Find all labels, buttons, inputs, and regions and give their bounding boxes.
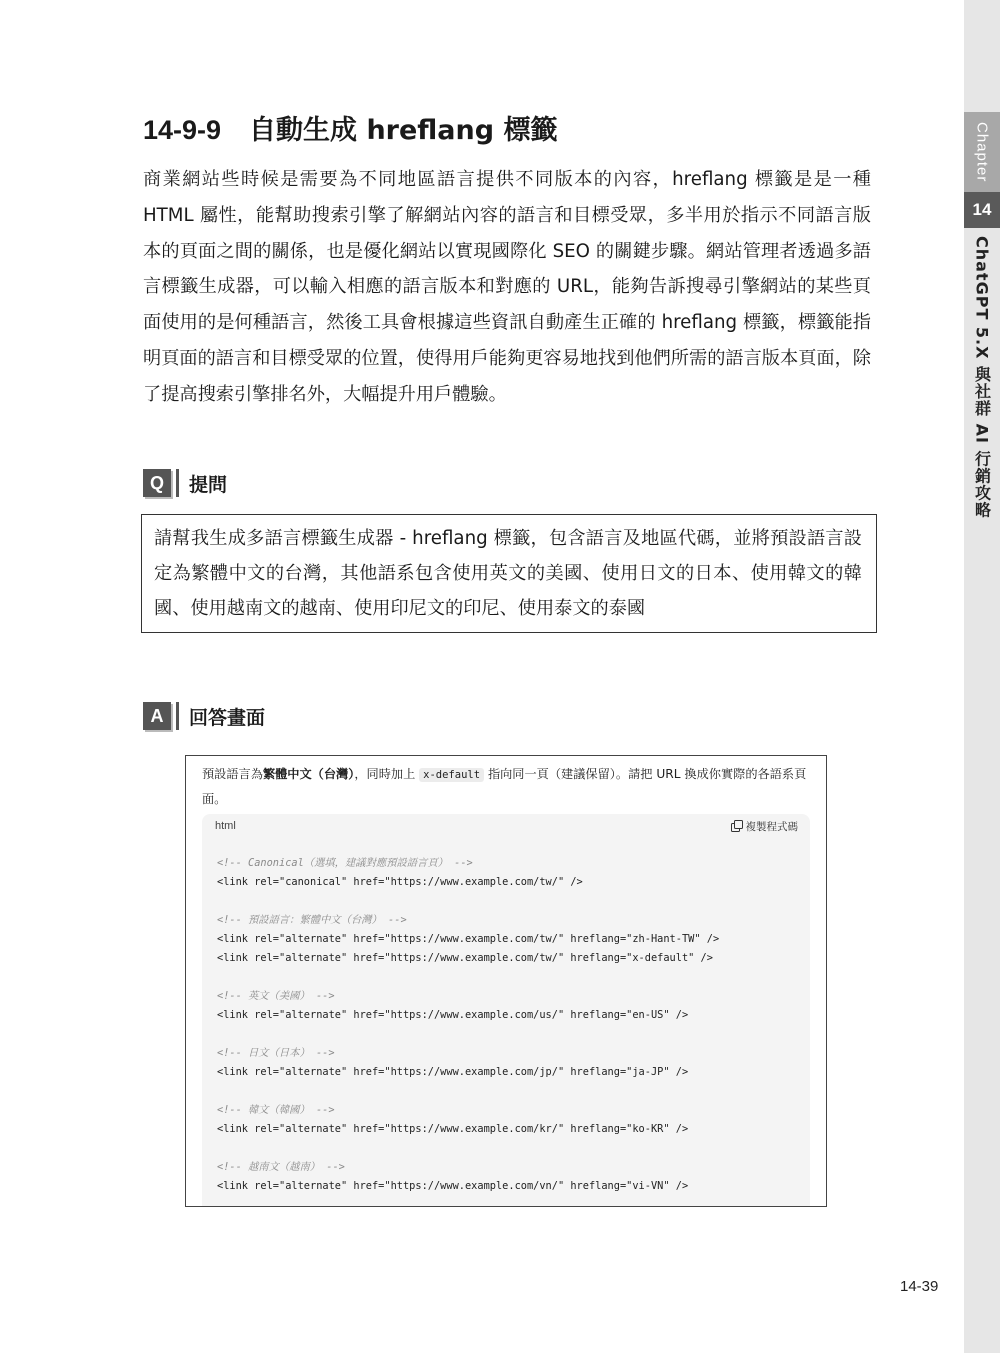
intro-bold: 繁體中文（台灣） [262, 767, 355, 781]
book-title [964, 236, 1000, 519]
copy-icon [731, 821, 742, 832]
code-line: <link rel="alternate" href="https://www.example.com/tw/" hreflang="zh-Hant-TW" /> [217, 933, 720, 945]
code-comment: <!-- 越南文（越南） --> [217, 1161, 345, 1173]
question-badge-bar [176, 469, 179, 497]
code-content [217, 854, 719, 1196]
body-paragraph: 商業網站些時候是需要為不同地區語言提供不同版本的內容，hreflang 標籤是是一種 HTML 屬性，能幫助搜索引擎了解網站內容的語言和目標受眾，多半用於指示不同語言版本的頁面之間的關係，也是優化網站以實現國際化 SEO 的關鍵步驟。網站管理者透過多語言標籤生成器，可以輸入相應的語言版本和對應的 URL，能夠告訴搜尋引擎網站的某些頁面使用的是何種語言，然後工具會根據這些資訊自動產生正確的 hreflang 標籤，標籤能指明頁面的語言和目標受眾的位置，使得用戶能夠更容易地找到他們所需的語言版本頁面，除了提高搜索引擎排名外，大幅提升用戶體驗。 [143, 169, 871, 405]
question-title: 提問 [189, 473, 228, 496]
intro-text-3: 指向同一頁（建議保留）。請把 URL 換成你實際的各語系頁面。 [202, 767, 807, 806]
section-heading [143, 108, 557, 147]
code-comment: <!-- 英文（美國） --> [217, 990, 335, 1002]
intro-text-1: 預設語言為 [202, 767, 263, 781]
section-title: 自動生成 hreflang 標籤 [249, 115, 558, 146]
chapter-number: 14 [964, 192, 1000, 228]
code-comment: <!-- 日文（日本） --> [217, 1047, 335, 1059]
code-language-label: html [215, 820, 236, 832]
code-line: <link rel="alternate" href="https://www.example.com/tw/" hreflang="x-default" /> [217, 952, 713, 964]
answer-screenshot [185, 755, 827, 1207]
copy-code-label: 複製程式碼 [745, 821, 798, 833]
intro-code: x-default [419, 768, 484, 782]
chapter-label-text: Chapter [973, 121, 991, 183]
page-number: 14-39 [900, 1278, 939, 1295]
chapter-label [964, 112, 1000, 192]
question-label [143, 469, 227, 497]
code-line: <link rel="alternate" href="https://www.example.com/kr/" hreflang="ko-KR" /> [217, 1123, 689, 1135]
copy-code-button[interactable] [731, 819, 799, 834]
code-line: <link rel="alternate" href="https://www.example.com/jp/" hreflang="ja-JP" /> [217, 1066, 689, 1078]
intro-text-2: ，同時加上 [354, 767, 416, 781]
question-badge: Q [143, 469, 171, 497]
answer-intro [202, 762, 812, 811]
answer-badge-bar [176, 702, 179, 730]
answer-title: 回答畫面 [189, 706, 266, 729]
code-block [202, 814, 810, 1206]
code-comment: <!-- 預設語言：繁體中文（台灣） --> [217, 914, 407, 926]
code-line: <link rel="alternate" href="https://www.example.com/vn/" hreflang="vi-VN" /> [217, 1180, 689, 1192]
code-line: <link rel="alternate" href="https://www.example.com/us/" hreflang="en-US" /> [217, 1009, 689, 1021]
code-line: <link rel="canonical" href="https://www.example.com/tw/" /> [217, 876, 583, 888]
prompt-box: 請幫我生成多語言標籤生成器 - hreflang 標籤，包含語言及地區代碼，並將預設語言設定為繁體中文的台灣，其他語系包含使用英文的美國、使用日文的日本、使用韓文的韓國、使用越南文的越南、使用印尼文的印尼、使用泰文的泰國 [141, 514, 877, 633]
answer-label [143, 702, 265, 730]
book-title-text: ChatGPT 5.X 與社群 AI 行銷攻略 [972, 236, 992, 519]
code-comment: <!-- 韓文（韓國） --> [217, 1104, 335, 1116]
answer-badge: A [143, 702, 171, 730]
section-number: 14-9-9 [143, 115, 222, 145]
code-comment: <!-- Canonical（選填，建議對應預設語言頁） --> [217, 857, 473, 869]
